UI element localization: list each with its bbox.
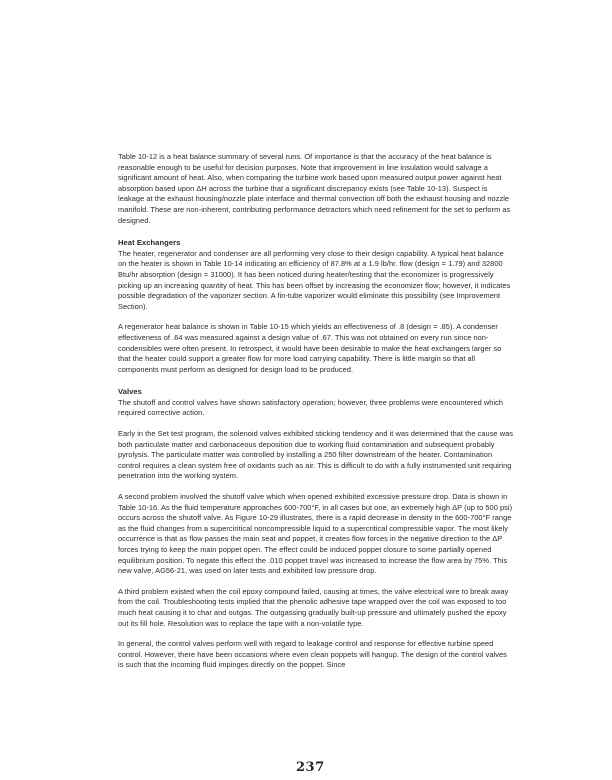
paragraph-valves-1: The shutoff and control valves have shown satisfactory operation; however, three problems were encountered which required corrective action. [118, 397, 504, 418]
paragraph-valves-2: Early in the Set test program, the solenoid valves exhibited sticking tendency and it was determined that the cause was both particulate matter and carbonaceous deposition due to working fluid contamination and subsequent probably pyrolysis. The particulate matter was controlled by installing a 250 filter downstream of the heater. Contamination control requires a clean system free of oxidants such as air. This is difficult to do with a fully instrumented unit requiring penetration into the working system. [118, 429, 513, 481]
text-column [118, 152, 514, 671]
heading-heat-exchangers: Heat Exchangers [118, 238, 181, 248]
paragraph-heat-exchangers-1: The heater, regenerator and condenser are all performing very close to their design capability. A typical heat balance on the heater is shown in Table 10-14 indicating an efficiency of 87.8% at a 1.9 lb/hr. flow (design = 1.79) and 32800 Btu/hr absorption (design = 31000). It has been noticed during heater/testing that the economizer is progressively picking up an increasing quantity of heat. This has been offset by increasing the economizer flow; however, it indicates possible degradation of the vaporizer section. A fin-tube vaporizer would eliminate this possibility (see Improvement Section). [118, 248, 511, 311]
heading-valves: Valves [118, 387, 142, 397]
paragraph-valves-5: In general, the control valves perform well with regard to leakage control and response for effective turbine speed control. However, there have been occasions where even clean poppets will hangup. The design of the control valves is such that the incoming fluid impinges directly on the poppet. Since [118, 639, 507, 670]
page-number: 237 [296, 760, 325, 775]
paragraph-valves-3: A second problem involved the shutoff valve which when opened exhibited excessive pressure drop. Data is shown in Table 10-16. As the fluid temperature approaches 600-700°F, in all cases but one, an extremely high ΔP (up to 500 psi) occurs across the shutoff valve. As Figure 10-29 illustrates, there is a rapid decrease in density in the 600-700°F range as the fluid changes from a superciritical noncompressible liquid to a supercritical compressible vapor. The most likely occurrence is that as flow passes the main seat and poppet, it creates flow forces in the negative direction to the ΔP forces trying to keep the main poppet open. The effect could be induced poppet closure to some partially opened equilibrium position. To negate this effect the .010 poppet travel was increased to increase the flow area by 75%. This new valve, AG56-21, was used on later tests and exhibited low pressure drop. [118, 492, 513, 576]
paragraph-intro: Table 10-12 is a heat balance summary of several runs. Of importance is that the accuracy of the heat balance is reasonable enough to be useful for decision purposes. Note that improvement in line insulation would salvage a significant amount of heat. Also, when comparing the turbine work based upon measured output power against heat absorption based upon ΔH across the turbine that a significant discrepancy exists (see Table 10-13). Suspect is leakage at the exhaust housing/nozzle plate interface and thermal convection off both the exhaust housing and nozzle manifold. These are non-inherent, contributing performance detractors which need refinement for the set to perform as designed. [118, 152, 511, 225]
paragraph-valves-4: A third problem existed when the coil epoxy compound failed, causing at times, the valve electrical wire to break away from the coil. Troubleshooting tests implied that the phenolic adhesive tape wrapped over the coil was exposed to too much heat causing it to char and outgas. The outgassing gradually built-up pressure and ultimately pushed the epoxy out its fill hole. Resolution was to replace the tape with a non-volatile type. [118, 586, 509, 628]
paragraph-heat-exchangers-2: A regenerator heat balance is shown in Table 10-15 which yields an effectiveness of .8 (design = .85). A condenser effectiveness of .64 was measured against a design value of .67. This was not obtained on every run since non-condensibles were often present. In retrospect, it would have been desirable to make the heat exchangers larger so that the heater could support a greater flow for more load carrying capability. There is little margin so that all components must perform as designed for design load to be produced. [118, 322, 502, 374]
